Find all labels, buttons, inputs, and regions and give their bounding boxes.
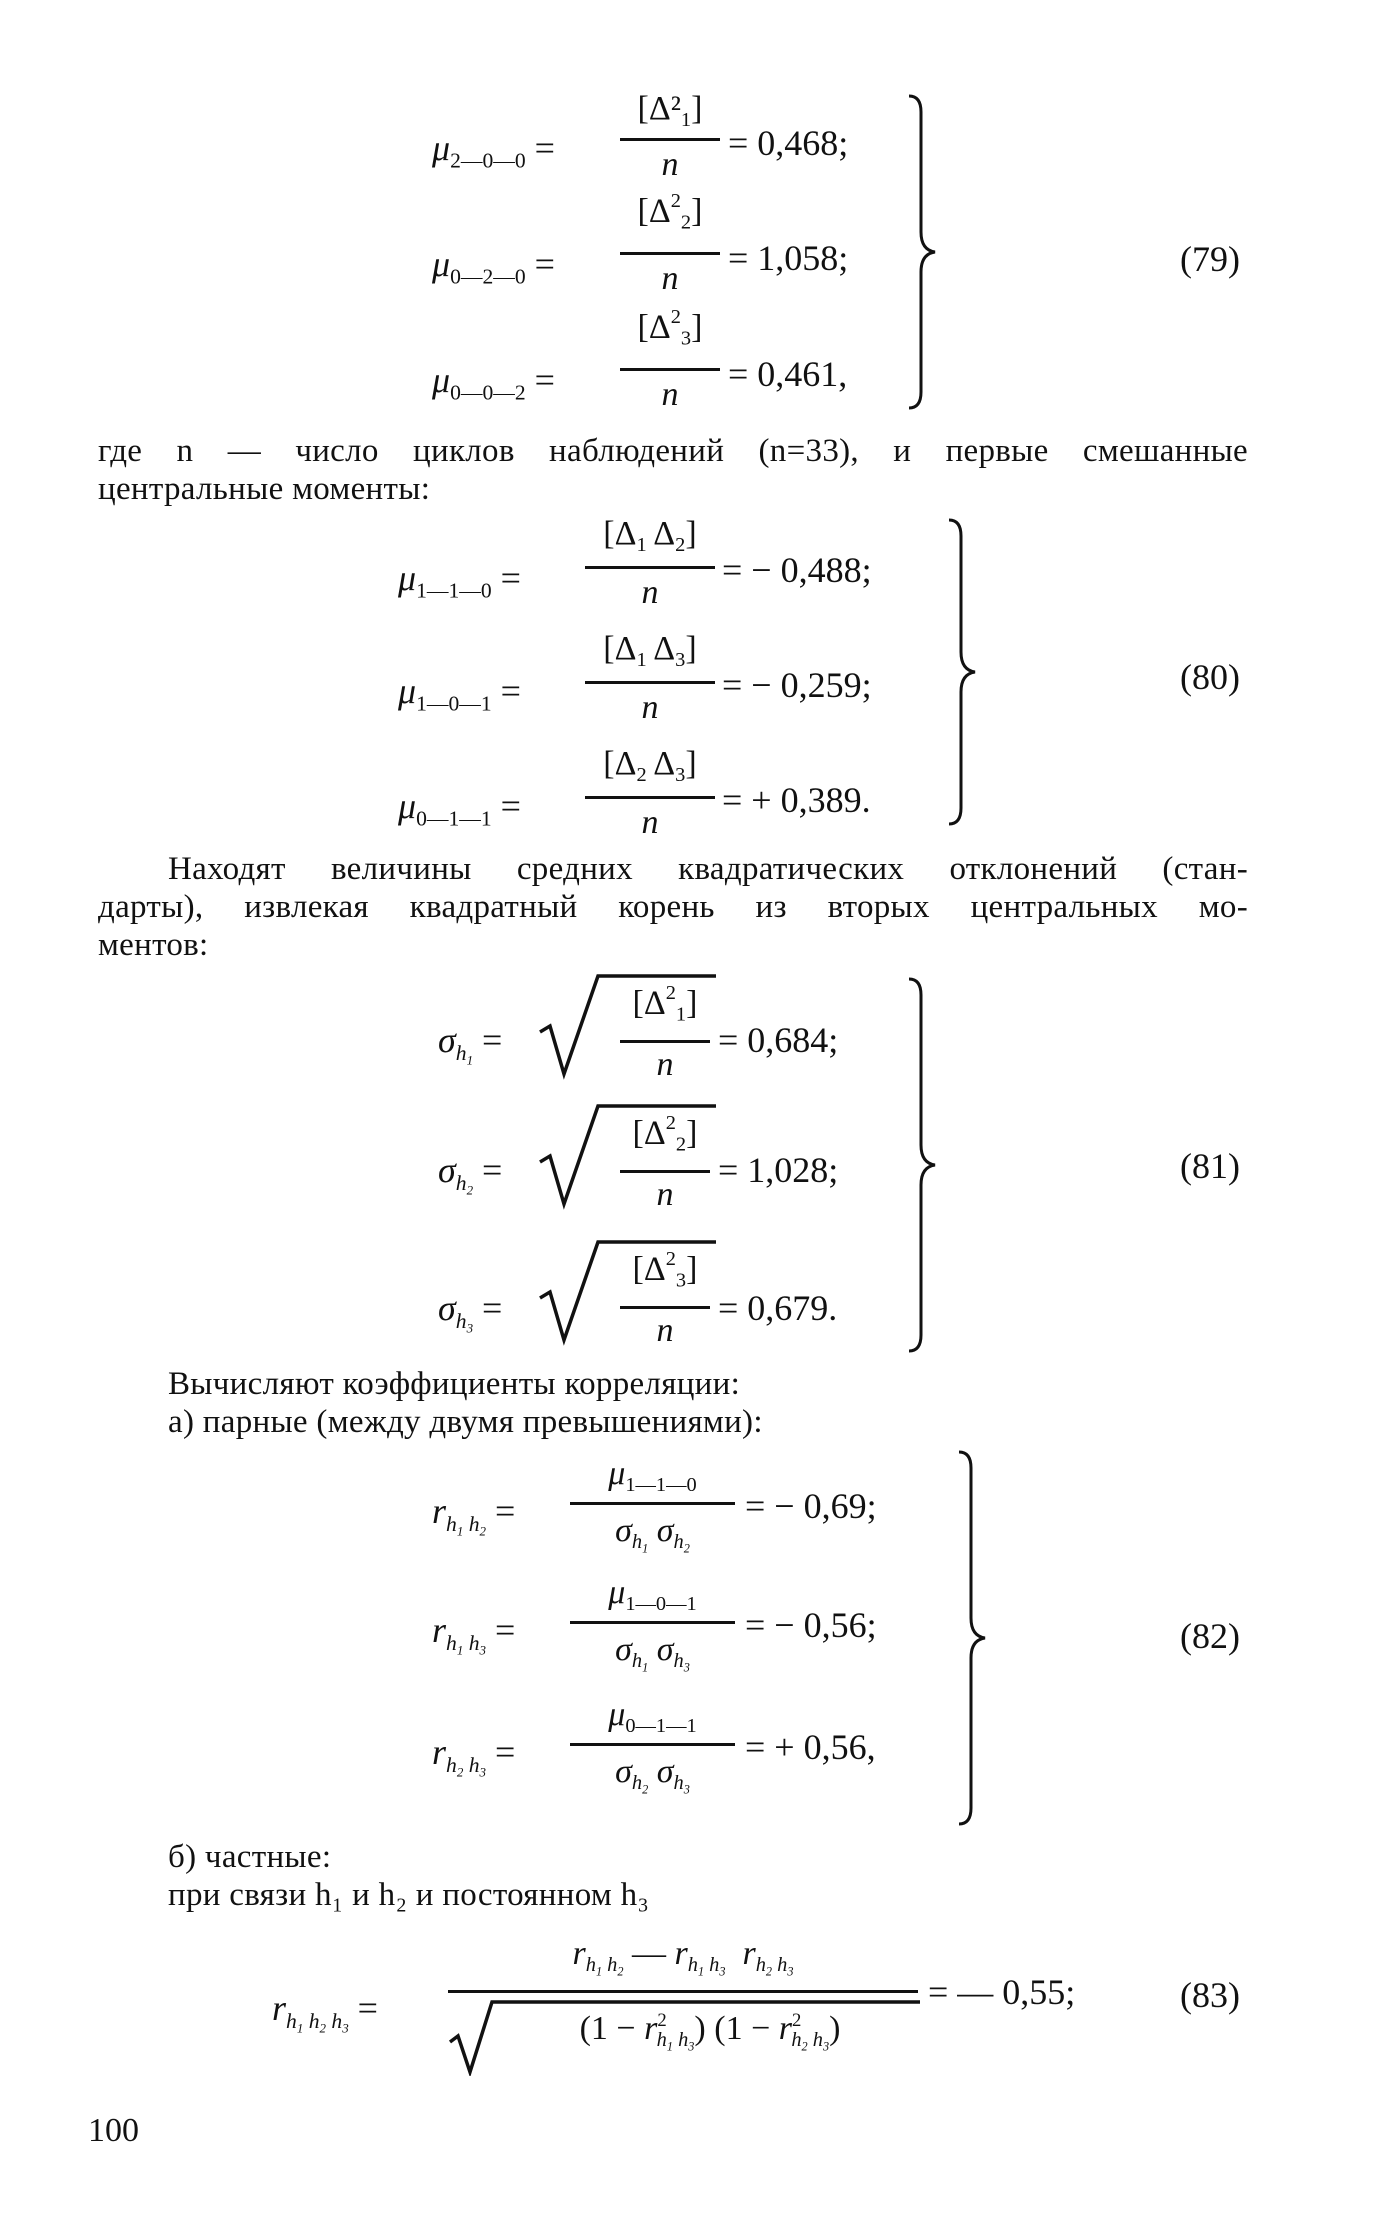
eq80-row-3-denominator: n <box>641 804 659 841</box>
eq80-row-1-numerator: [$\Delta_1$ $\Delta_2$] <box>603 515 697 557</box>
eq81-row-3-numerator: $[\Delta^2_3]$ <box>632 1248 698 1292</box>
eq80-row-1-lhs: $\mu_{1—1—0}$ = <box>398 558 521 603</box>
paragraph-4-line-2: при связи h₁ и h₂ и постоянном h₃ <box>168 1877 650 1913</box>
paragraph-3-line-1: Вычисляют коэффициенты корреляции: <box>168 1366 741 1402</box>
eq80-row-2-lhs: $\mu_{1—0—1}$ = <box>398 671 521 716</box>
page-number: 100 <box>88 2112 139 2149</box>
eq81-number: (81) <box>1180 1146 1240 1186</box>
eq79-row-1-value: = 0,468; <box>728 123 849 163</box>
eq82-row-3-numerator: $\mu_{0—1—1}$ <box>608 1696 697 1738</box>
eq81-row-1-fraction-bar <box>620 1040 710 1043</box>
eq79-right-brace <box>905 92 945 412</box>
eq81-row-1-lhs: $\sigma_{h_1}$ = <box>438 1020 503 1068</box>
eq79-row-2-value: = 1,058; <box>728 238 849 278</box>
eq81-right-brace <box>905 975 945 1355</box>
eq82-row-1-fraction-bar <box>570 1502 735 1505</box>
paragraph-1-line-1: где n — число циклов наблюдений (n=33), и первые смешанные <box>98 433 1248 469</box>
eq81-row-3-denominator: n <box>656 1312 674 1349</box>
eq82-row-2-fraction-bar <box>570 1621 735 1624</box>
eq82-row-1-lhs: $r_{h_1 h_2}$ = <box>432 1491 516 1539</box>
eq81-row-2-fraction-bar <box>620 1170 710 1173</box>
eq80-right-brace <box>945 516 985 828</box>
eq81-row-2-denominator: n <box>656 1176 674 1213</box>
eq81-row-2-numerator: $[\Delta^2_2]$ <box>632 1112 698 1156</box>
eq79-row-2-denominator: n <box>661 260 679 297</box>
eq82-row-1-numerator: $\mu_{1—1—0}$ <box>608 1455 697 1497</box>
eq83-value: = — 0,55; <box>928 1972 1076 2012</box>
eq82-row-2-denominator: $\sigma_{h_1}$ $\sigma_{h_3}$ <box>615 1631 690 1675</box>
eq81-row-1-numerator: $[\Delta^2_1]$ <box>632 982 698 1026</box>
eq80-row-3-lhs: $\mu_{0—1—1}$ = <box>398 786 521 831</box>
eq82-row-2-lhs: $r_{h_1 h_3}$ = <box>432 1610 516 1658</box>
eq83-number: (83) <box>1180 1975 1240 2015</box>
eq82-number: (82) <box>1180 1616 1240 1656</box>
eq82-row-3-lhs: $r_{h_2 h_3}$ = <box>432 1732 516 1780</box>
eq80-number: (80) <box>1180 657 1240 697</box>
eq80-row-1-fraction-bar <box>585 566 715 569</box>
eq79-row-2-numerator: $[\Delta^2_2]$ <box>637 190 703 234</box>
paragraph-1-line-2: центральные моменты: <box>98 471 431 507</box>
eq79-row-1-fraction-bar <box>620 138 720 141</box>
eq82-right-brace <box>955 1448 995 1828</box>
eq82-row-2-numerator: $\mu_{1—0—1}$ <box>608 1574 697 1616</box>
eq79-row-1-lhs: $\mu_{2—0—0}$ = <box>432 128 555 173</box>
eq79-row-1-numerator: $[\Delta^2_1]$ <box>637 90 703 132</box>
eq81-row-3-lhs: $\sigma_{h_3}$ = <box>438 1288 503 1336</box>
eq83-fraction-bar <box>448 1990 918 1993</box>
eq82-row-3-value: = + 0,56, <box>745 1727 876 1767</box>
eq82-row-1-value: = − 0,69; <box>745 1486 877 1526</box>
paragraph-2-line-3: ментов: <box>98 927 209 963</box>
eq79-row-3-denominator: n <box>661 376 679 413</box>
paragraph-2-line-1: Находят величины средних квадратических отклонений (стан- <box>168 851 1248 887</box>
eq79-row-3-fraction-bar <box>620 368 720 371</box>
eq82-row-3-denominator: $\sigma_{h_2}$ $\sigma_{h_3}$ <box>615 1753 690 1797</box>
eq82-row-1-denominator: $\sigma_{h_1}$ $\sigma_{h_2}$ <box>615 1512 690 1556</box>
eq80-row-1-value: = − 0,488; <box>722 550 872 590</box>
paragraph-2-line-2: дарты), извлекая квадратный корень из вторых центральных мо- <box>98 889 1248 925</box>
eq80-row-3-value: = + 0,389. <box>722 780 871 820</box>
eq82-row-2-value: = − 0,56; <box>745 1605 877 1645</box>
eq79-row-2-fraction-bar <box>620 252 720 255</box>
eq82-row-3-fraction-bar <box>570 1743 735 1746</box>
eq81-row-3-value: = 0,679. <box>718 1288 838 1328</box>
eq81-row-1-value: = 0,684; <box>718 1020 839 1060</box>
eq80-row-2-value: = − 0,259; <box>722 665 872 705</box>
eq80-row-1-denominator: n <box>641 574 659 611</box>
eq81-row-2-lhs: $\sigma_{h_2}$ = <box>438 1150 503 1198</box>
eq80-row-3-numerator: [$\Delta_2$ $\Delta_3$] <box>603 745 697 787</box>
eq79-row-3-lhs: $\mu_{0—0—2}$ = <box>432 360 555 405</box>
paragraph-3-line-2: а) парные (между двумя превышениями): <box>168 1404 763 1440</box>
eq81-row-2-value: = 1,028; <box>718 1150 839 1190</box>
eq83-lhs: $r_{h_1 h_2 h_3}$ = <box>272 1988 378 2036</box>
eq80-row-2-numerator: [$\Delta_1$ $\Delta_3$] <box>603 630 697 672</box>
eq79-row-2-lhs: $\mu_{0—2—0}$ = <box>432 244 555 289</box>
eq81-row-3-fraction-bar <box>620 1306 710 1309</box>
eq83-numerator: $r_{h_1 h_2}$ — $r_{h_1 h_3}$ $r_{h_2 h_3}$ <box>572 1935 794 1979</box>
eq79-number: (79) <box>1180 239 1240 279</box>
eq79-row-1-denominator: n <box>661 146 679 183</box>
paragraph-4-line-1: б) частные: <box>168 1839 332 1875</box>
eq79-row-3-value: = 0,461, <box>728 354 848 394</box>
eq79-row-3-numerator: $[\Delta^2_3]$ <box>637 306 703 350</box>
eq80-row-3-fraction-bar <box>585 796 715 799</box>
eq80-row-2-denominator: n <box>641 689 659 726</box>
eq83-denominator: $(1 - r^2_{h_1 h_3})$ $(1 - r^2_{h_2 h_3})$ <box>579 2010 841 2054</box>
eq81-row-1-denominator: n <box>656 1046 674 1083</box>
eq80-row-2-fraction-bar <box>585 681 715 684</box>
